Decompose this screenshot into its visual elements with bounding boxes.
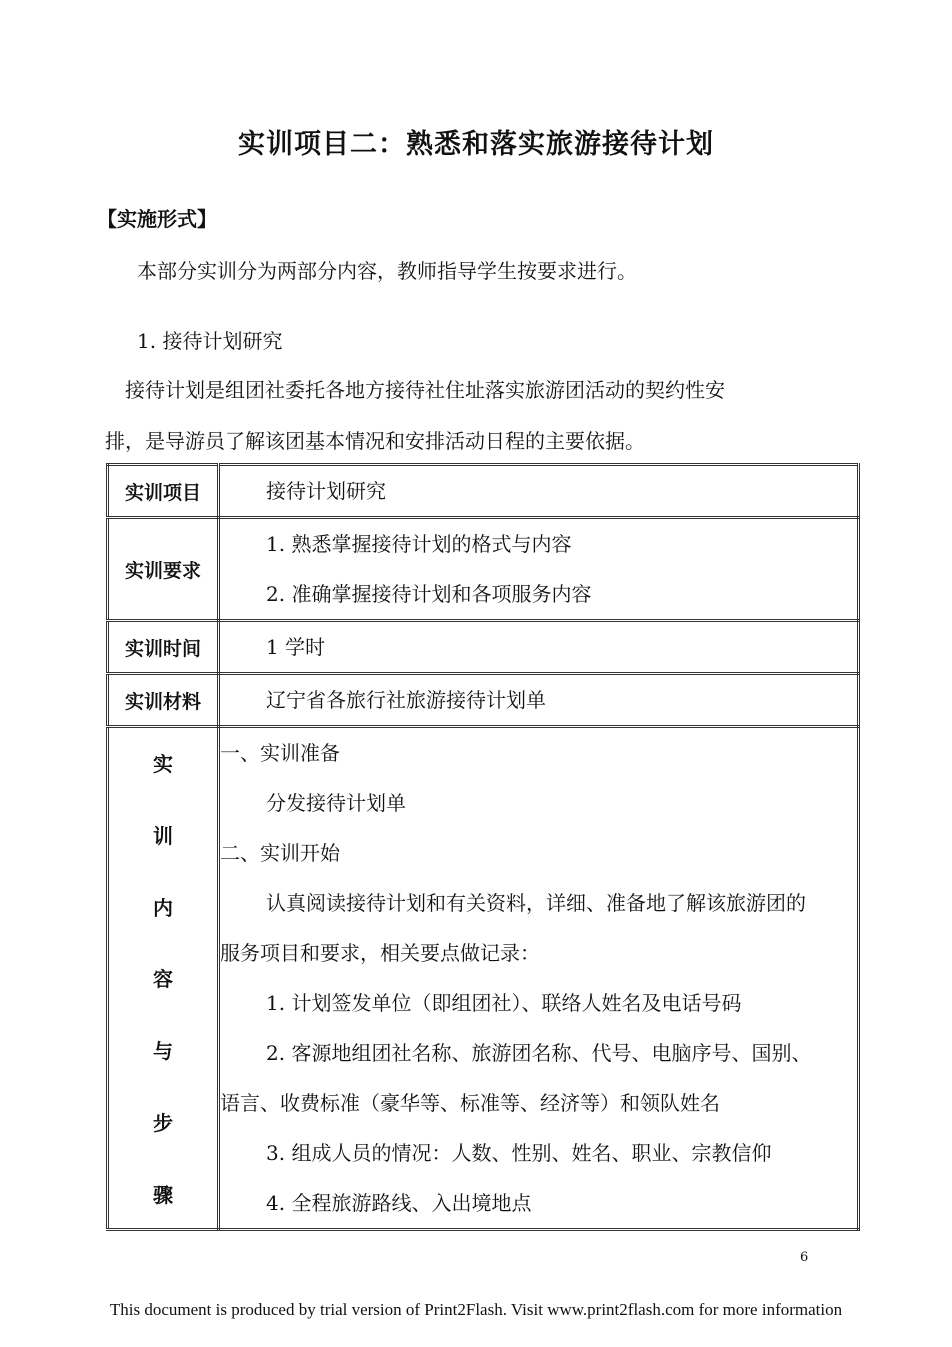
content-steps-value (219, 727, 859, 1230)
table-row (108, 518, 859, 621)
content-line: 二、实训开始 (220, 841, 340, 865)
page-number: 6 (800, 1250, 809, 1265)
section-heading: 【实施形式】 (97, 207, 217, 231)
table-row (108, 465, 859, 518)
intro-paragraph: 本部分实训分为两部分内容，教师指导学生按要求进行。 (137, 259, 637, 283)
label-char: 与 (153, 1039, 173, 1064)
content-line: 分发接待计划单 (266, 791, 406, 815)
table-row (108, 727, 859, 1230)
content-line: 认真阅读接待计划和有关资料，详细、准备地了解该旅游团的 (266, 891, 806, 915)
content-line: 语言、收费标准（豪华等、标准等、经济等）和领队姓名 (220, 1091, 720, 1115)
table-row (108, 674, 859, 727)
row-label: 实训要求 (108, 518, 219, 621)
label-char: 容 (153, 967, 173, 992)
value-line: 1 学时 (266, 635, 326, 659)
table-row (108, 621, 859, 674)
content-line: 4. 全程旅游路线、入出境地点 (266, 1191, 532, 1215)
subsection-heading: 1. 接待计划研究 (137, 329, 283, 353)
row-value (219, 465, 859, 518)
content-line: 一、实训准备 (220, 741, 340, 765)
row-value (219, 518, 859, 621)
page-title: 实训项目二：熟悉和落实旅游接待计划 (238, 129, 714, 160)
row-value (219, 674, 859, 727)
value-line: 接待计划研究 (266, 479, 386, 503)
label-char: 骤 (153, 1182, 173, 1207)
row-label: 实训材料 (108, 674, 219, 727)
content-line: 3. 组成人员的情况：人数、性别、姓名、职业、宗教信仰 (266, 1141, 772, 1165)
row-label: 实训项目 (108, 465, 219, 518)
label-char: 内 (153, 895, 173, 920)
trial-version-footer: This document is produced by trial version of Print2Flash. Visit www.print2flash.com for more information (109, 1300, 843, 1319)
label-char: 训 (153, 823, 173, 848)
value-line: 1. 熟悉掌握接待计划的格式与内容 (266, 532, 572, 556)
body-paragraph-line-1: 接待计划是组团社委托各地方接待社住址落实旅游团活动的契约性安 (125, 378, 725, 402)
content-line: 服务项目和要求，相关要点做记录： (220, 941, 540, 965)
row-value (219, 621, 859, 674)
value-line: 2. 准确掌握接待计划和各项服务内容 (266, 582, 592, 606)
row-label: 实训时间 (108, 621, 219, 674)
content-line: 1. 计划签发单位（即组团社）、联络人姓名及电话号码 (266, 991, 742, 1015)
value-line: 辽宁省各旅行社旅游接待计划单 (266, 688, 546, 712)
label-char: 步 (153, 1111, 173, 1136)
label-char: 实 (153, 752, 173, 776)
content-line: 2. 客源地组团社名称、旅游团名称、代号、电脑序号、国别、 (266, 1041, 812, 1065)
body-paragraph-line-2: 排，是导游员了解该团基本情况和安排活动日程的主要依据。 (105, 429, 645, 453)
training-plan-table (106, 463, 860, 1231)
content-steps-label (108, 727, 219, 1230)
